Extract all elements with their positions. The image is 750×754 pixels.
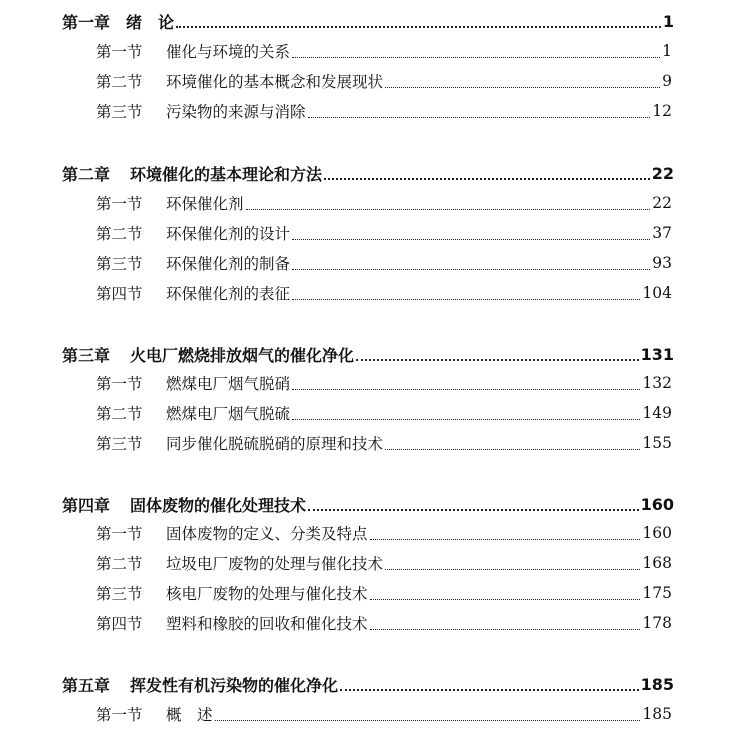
page-number: 132 (642, 374, 672, 392)
page-number: 9 (662, 72, 672, 90)
toc-chapter-5 (0, 672, 750, 696)
toc-section-4-2 (0, 551, 750, 575)
section-title: 核电厂废物的处理与催化技术 (166, 585, 368, 603)
dot-leader (176, 24, 661, 28)
section-number: 第一节 (96, 706, 143, 724)
section-number: 第三节 (96, 103, 143, 121)
section-number: 第三节 (96, 255, 143, 273)
dot-leader (308, 507, 639, 511)
toc-section-2-3 (0, 251, 750, 275)
page-number: 185 (642, 705, 672, 723)
dot-leader (308, 115, 651, 118)
section-title: 环保催化剂的制备 (166, 255, 291, 273)
toc-section-2-1 (0, 191, 750, 215)
section-number: 第四节 (96, 615, 143, 633)
section-number: 第二节 (96, 73, 143, 91)
page-number: 37 (652, 224, 672, 242)
chapter-number: 第二章 (62, 164, 111, 184)
section-title: 环保催化剂的表征 (166, 285, 291, 303)
toc-section-1-1 (0, 39, 750, 63)
toc-section-4-4 (0, 611, 750, 635)
dot-leader (292, 417, 640, 420)
dot-leader (385, 447, 640, 450)
page-number: 175 (642, 584, 672, 602)
chapter-number: 第一章 绪 论 (62, 12, 175, 32)
dot-leader (292, 297, 640, 300)
toc-chapter-3 (0, 342, 750, 366)
section-title: 燃煤电厂烟气脱硝 (166, 375, 291, 393)
toc-chapter-2 (0, 161, 750, 185)
chapter-number: 第五章 (62, 675, 111, 695)
section-number: 第二节 (96, 405, 143, 423)
page-number: 131 (640, 344, 674, 364)
page-number: 1 (662, 42, 672, 60)
dot-leader (385, 567, 640, 570)
section-title: 同步催化脱硫脱硝的原理和技术 (166, 435, 384, 453)
section-title: 催化与环境的关系 (166, 43, 291, 61)
section-title: 污染物的来源与消除 (166, 103, 306, 121)
chapter-title: 挥发性有机污染物的催化净化 (130, 675, 339, 695)
page-number: 160 (640, 494, 674, 514)
section-title: 塑料和橡胶的回收和催化技术 (166, 615, 368, 633)
toc-section-3-2 (0, 401, 750, 425)
dot-leader (370, 597, 641, 600)
toc-chapter-1 (0, 9, 750, 33)
page-number: 12 (652, 102, 672, 120)
page-number: 185 (640, 674, 674, 694)
chapter-number: 第四章 (62, 495, 111, 515)
section-number: 第三节 (96, 585, 143, 603)
page-number: 1 (662, 11, 674, 31)
section-number: 第二节 (96, 225, 143, 243)
section-title: 环境催化的基本概念和发展现状 (166, 73, 384, 91)
toc-section-2-4 (0, 281, 750, 305)
toc-section-5-1 (0, 702, 750, 726)
section-title: 环保催化剂的设计 (166, 225, 291, 243)
dot-leader (292, 387, 640, 390)
page-number: 149 (642, 404, 672, 422)
dot-leader (292, 55, 660, 58)
dot-leader (370, 537, 641, 540)
section-title: 燃煤电厂烟气脱硫 (166, 405, 291, 423)
page-number: 22 (652, 194, 672, 212)
dot-leader (340, 687, 639, 691)
page-number: 104 (642, 284, 672, 302)
toc-section-1-2 (0, 69, 750, 93)
section-number: 第二节 (96, 555, 143, 573)
page-number: 160 (642, 524, 672, 542)
page-number: 168 (642, 554, 672, 572)
dot-leader (292, 267, 650, 270)
chapter-number: 第三章 (62, 345, 111, 365)
section-number: 第三节 (96, 435, 143, 453)
toc-chapter-4 (0, 492, 750, 516)
dot-leader (292, 237, 650, 240)
section-number: 第一节 (96, 525, 143, 543)
chapter-title: 固体废物的催化处理技术 (130, 495, 307, 515)
page-number: 178 (642, 614, 672, 632)
section-number: 第四节 (96, 285, 143, 303)
section-number: 第一节 (96, 375, 143, 393)
toc-section-3-1 (0, 371, 750, 395)
dot-leader (324, 176, 650, 180)
toc-section-3-3 (0, 431, 750, 455)
section-title: 垃圾电厂废物的处理与催化技术 (166, 555, 384, 573)
dot-leader (385, 85, 660, 88)
page-number: 22 (651, 163, 674, 183)
dot-leader (246, 207, 651, 210)
toc-section-4-1 (0, 521, 750, 545)
dot-leader (215, 718, 641, 721)
chapter-title: 环境催化的基本理论和方法 (130, 164, 323, 184)
section-number: 第一节 (96, 195, 143, 213)
section-number: 第一节 (96, 43, 143, 61)
toc-section-1-3 (0, 99, 750, 123)
section-title: 概 述 (166, 706, 213, 724)
page-number: 155 (642, 434, 672, 452)
chapter-title: 火电厂燃烧排放烟气的催化净化 (130, 345, 355, 365)
section-title: 固体废物的定义、分类及特点 (166, 525, 368, 543)
toc-section-2-2 (0, 221, 750, 245)
toc-section-4-3 (0, 581, 750, 605)
dot-leader (370, 627, 641, 630)
page-number: 93 (652, 254, 672, 272)
dot-leader (356, 357, 639, 361)
section-title: 环保催化剂 (166, 195, 244, 213)
